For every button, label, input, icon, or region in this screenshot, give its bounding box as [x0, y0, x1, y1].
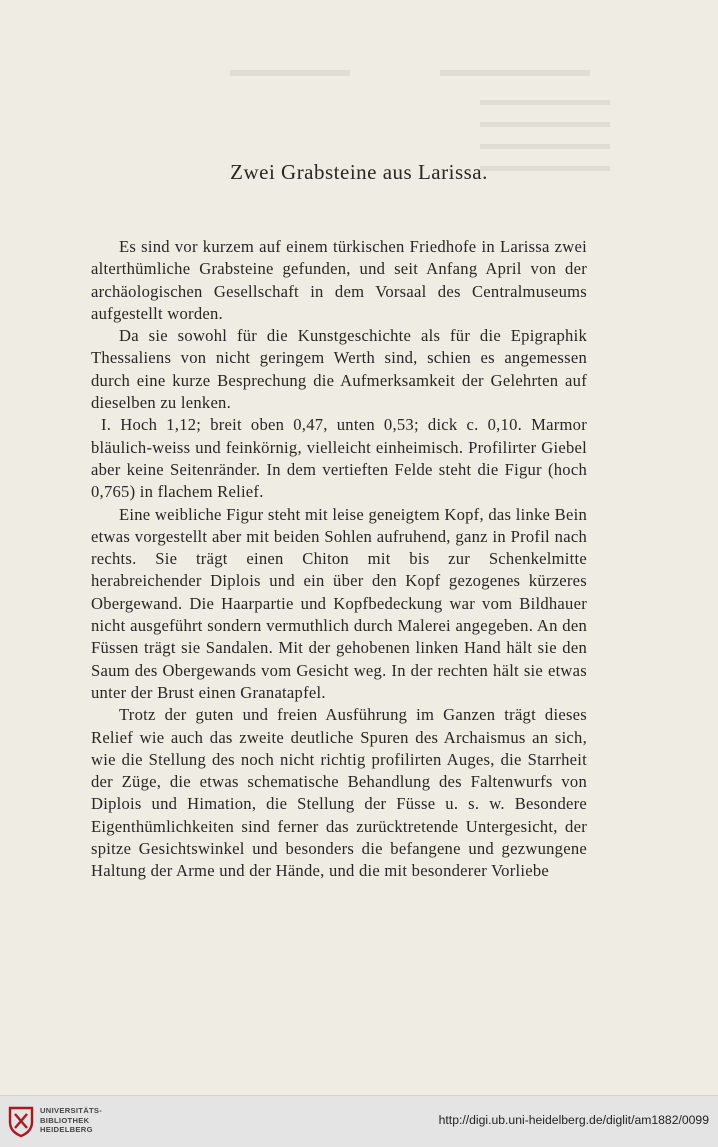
- library-name: [40, 1106, 102, 1135]
- paragraph: Trotz der guten und freien Ausführung im Ganzen trägt dieses Relief wie auch das zweite deutliche Spuren des Archaismus an sich, wie die Stellung des noch nicht richtig profilirten Auges, die Starrheit der Züge, die etwas schematische Behandlung des Faltenwurfs von Diplois und Himation, die Stellung der Füsse u. s. w. Besondere Eigenthümlichkeiten sind ferner das zurücktretende Untergesicht, der spitze Gesichtswinkel und besonders die befangene und gezwungene Haltung der Arme und der Hände, und die mit besonderer Vorliebe: [91, 705, 587, 881]
- source-url[interactable]: http://digi.ub.uni-heidelberg.de/diglit/am1882/0099: [438, 1113, 709, 1127]
- body-text: [91, 236, 587, 883]
- paragraph: Eine weibliche Figur steht mit leise geneigtem Kopf, das linke Bein etwas vorgestellt aber mit beiden Sohlen aufruhend, ganz in Profil nach rechts. Sie trägt einen Chiton mit bis zur Schenkelmitte herabreichender Diplois und ein über den Kopf gezogenes kürzeres Obergewand. Die Haarpartie und Kopfbedeckung war vom Bildhauer nicht ausgeführt sondern vermuthlich durch Malerei angegeben. An den Füssen trägt sie Sandalen. Mit der gehobenen linken Hand hält sie den Saum des Obergewands vom Gesicht weg. In der rechten hält sie etwas unter der Brust einen Granatapfel.: [91, 504, 587, 702]
- library-line: BIBLIOTHEK: [40, 1115, 90, 1125]
- paragraph: I. Hoch 1,12; breit oben 0,47, unten 0,53; dick c. 0,10. Marmor bläulich-weiss und feinkörnig, vielleicht einheimisch. Profilirter Giebel aber keine Seitenränder. In dem vertieften Felde steht die Figur (hoch 0,765) in flachem Relief.: [91, 415, 587, 502]
- university-seal-icon: [7, 1104, 35, 1138]
- library-line: UNIVERSITÄTS-: [40, 1106, 103, 1115]
- paragraph: Da sie sowohl für die Kunstgeschichte als für die Epigraphik Thessaliens von nicht geringem Werth sind, schien es angemessen durch eine kurze Besprechung die Aufmerksamkeit der Gelehrten auf dieselben zu lenken.: [91, 326, 587, 413]
- footer-bar: [0, 1095, 718, 1147]
- page-title: Zwei Grabsteine aus Larissa.: [230, 160, 488, 184]
- paragraph: Es sind vor kurzem auf einem türkischen Friedhofe in Larissa zwei alterthümliche Grabsteine gefunden, und seit Anfang April von der archäologischen Gesellschaft in dem Vorsaal des Centralmuseums aufgestellt worden.: [91, 237, 587, 323]
- library-line: HEIDELBERG: [40, 1125, 93, 1134]
